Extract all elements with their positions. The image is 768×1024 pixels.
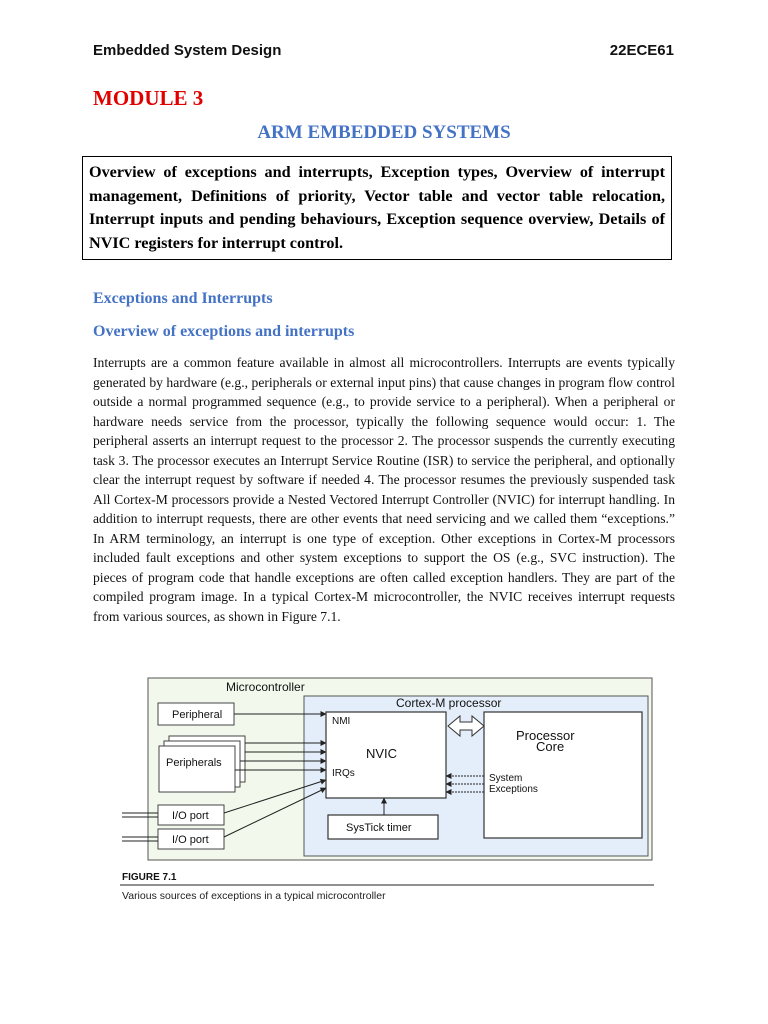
sys-exc-line2: Exceptions — [489, 784, 538, 795]
section-heading: Exceptions and Interrupts — [93, 290, 273, 307]
syllabus-box — [82, 156, 672, 260]
processor-label: Cortex-M processor — [396, 696, 502, 710]
course-title: Embedded System Design — [93, 42, 282, 59]
peripherals-box — [159, 746, 235, 792]
course-code: 22ECE61 — [609, 42, 674, 59]
module-title: ARM EMBEDDED SYSTEMS — [257, 122, 511, 143]
body-paragraph: Interrupts are a common feature available in almost all microcontrollers. Interrupts are events typically generated by hardware (e.g., peripherals or external input pins) that cause changes in program flow control outside a normal programmed sequence (e.g., to provide service to a peripheral). When a peripheral or hardware needs service from the processor, typically the following sequence would occur: 1. The peripheral asserts an interrupt request to the processor 2. The processor suspends the currently executing task 3. The processor executes an Interrupt Service Routine (ISR) to service the peripheral, and optionally clear the interrupt request by software if needed 4. The processor resumes the previously suspended task All Cortex-M processors provide a Nested Vectored Interrupt Controller (NVIC) for interrupt handling. In addition to interrupt requests, there are other events that need servicing and we called them “exceptions.” In ARM terminology, an interrupt is one type of exception. Other exceptions in Cortex-M processors included fault exceptions and other system exceptions to support the OS (e.g., SVC instruction). The pieces of program code that handle exceptions are often called exception handlers. They are part of the compiled program image. In a typical Cortex-M microcontroller, the NVIC receives interrupt requests from various sources, as shown in Figure 7.1. — [93, 355, 675, 624]
figure-caption: Various sources of exceptions in a typical microcontroller — [122, 890, 386, 902]
io-port-label-1: I/O port — [172, 810, 209, 822]
syllabus-text: Overview of exceptions and interrupts, Exception types, Overview of interrupt management, Definitions of priority, Vector table and vector table relocation, Interrupt inputs and pending behaviours, Exception sequence overview, Details of NVIC registers for interrupt control. — [89, 163, 665, 252]
exception-sources-diagram — [118, 672, 658, 912]
io-port-label-2: I/O port — [172, 834, 209, 846]
section-subheading: Overview of exceptions and interrupts — [93, 323, 355, 340]
irqs-label: IRQs — [332, 768, 355, 779]
peripherals-label: Peripherals — [166, 757, 222, 769]
body-text — [93, 353, 675, 626]
figure-number: FIGURE 7.1 — [122, 872, 177, 883]
nmi-label: NMI — [332, 716, 351, 727]
module-label: MODULE 3 — [93, 86, 204, 110]
nvic-label: NVIC — [366, 746, 398, 761]
systick-label: SysTick timer — [346, 822, 412, 834]
figure-7-1 — [118, 672, 658, 912]
microcontroller-label: Microcontroller — [226, 680, 305, 694]
peripheral-label: Peripheral — [172, 709, 223, 721]
core-label-line2: Core — [536, 739, 565, 754]
core-label-line1: Processor — [516, 728, 575, 743]
sys-exc-line1: System — [489, 773, 523, 784]
